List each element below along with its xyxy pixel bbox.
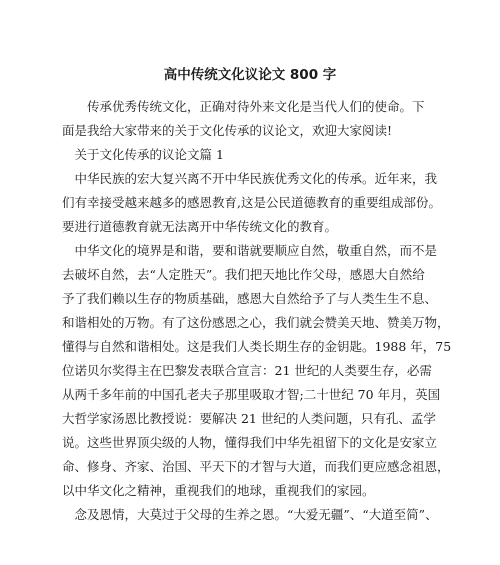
text-line: 说。这些世界顶尖级的人物，懂得我们中华先祖留下的文化是安家立 [62,435,438,450]
text-line: 和谐相处的万物。有了这份感恩之心，我们就会赞美天地、赞美万物， [62,315,450,330]
text-line: 传承优秀传统文化，正确对待外来文化是当代人们的使命。下 [62,99,425,114]
text-line: 命、修身、齐家、治国、平天下的才智与大道，而我们更应感念祖恩， [62,459,450,474]
text-line: 去破坏自然，去“人定胜天”。我们把天地比作父母，感恩大自然给 [62,267,425,282]
text-line: 大哲学家汤恩比教授说：要解决 21 世纪的人类问题，只有孔、孟学 [62,411,436,426]
document-body [62,95,452,527]
text-line: 中华民族的宏大复兴离不开中华民族优秀文化的传承。近年来，我 [62,171,438,186]
text-line: 予了我们赖以生存的物质基础，感恩大自然给予了与人类生生不息、 [62,291,438,306]
text-line: 面是我给大家带来的关于文化传承的议论文，欢迎大家阅读! [62,123,393,138]
document-title: 高中传统文化议论文 800 字 [163,67,337,83]
section-heading: 关于文化传承的议论文篇 1 [62,147,224,162]
text-line: 从两千多年前的中国孔老夫子那里吸取才智;二十世纪 70 年月，英国 [62,387,441,402]
text-line: 懂得与自然和谐相处。这是我们人类长期生存的金钥匙。1988 年，75 [62,339,452,354]
text-line: 中华文化的境界是和谐，要和谐就要顺应自然，敬重自然，而不是 [62,243,438,258]
text-line: 念及恩情，大莫过于父母的生养之恩。“大爱无疆”、“大道至简”、 [62,507,438,522]
text-line: 要进行道德教育就无法离开中华传统文化的教育。 [62,219,338,234]
text-line: 以中华文化之精神，重视我们的地球，重视我们的家园。 [62,483,375,498]
text-line: 位诺贝尔奖得主在巴黎发表联合宣言：21 世纪的人类要生存，必需 [62,363,432,378]
text-line: 们有幸接受越来越多的感恩教育,这是公民道德教育的重要组成部份。 [62,195,441,210]
